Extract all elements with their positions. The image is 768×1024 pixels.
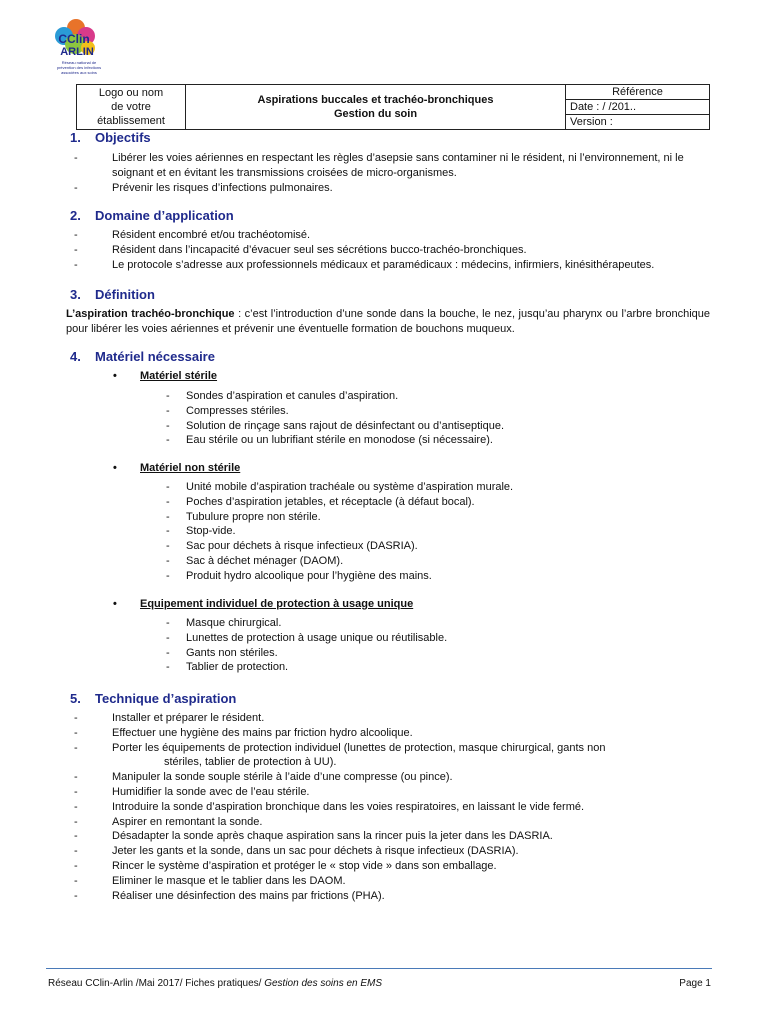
section-title: Domaine d’application [95,208,234,223]
list-item: - Manipuler la sonde souple stérile à l’aide d’une compresse (ou pince). [74,770,674,785]
svg-text:ARLIN: ARLIN [60,46,94,58]
section-title: Matériel nécessaire [95,349,215,364]
definition-text: : c’est l’introduction d’une sonde dans la bouche, le nez, jusqu’au pharynx ou l’arbre bronchique pour libérer les voies aériennes et prévenir une éventuelle formation de bouchons muqueux. [66,308,710,335]
section-heading-materiel [70,349,215,364]
subsection-title: Matériel non stérile [140,462,241,474]
list-item: - Masque chirurgical. [166,616,706,631]
subsection-title: Matériel stérile [140,370,218,382]
list-item: - Aspirer en remontant la sonde. [74,815,674,830]
list-item: - Stop-vide. [166,524,706,539]
logo-placeholder-line: Logo ou nom [98,87,164,99]
document-subtitle: Gestion du soin [333,108,418,120]
list-item: - Eau stérile ou un lubrifiant stérile en monodose (si nécessaire). [166,433,706,448]
footer-divider [46,968,712,969]
definition-term: L’aspiration trachéo-bronchique [66,308,235,320]
document-header-table [76,84,710,130]
section-number: 4. [70,349,81,364]
cclin-arlin-logo [40,14,118,84]
section-heading-definition [70,287,155,302]
list-item: - Désadapter la sonde après chaque aspiration sans la rincer puis la jeter dans les DASRIA. [74,829,674,844]
section-heading-technique [70,691,236,706]
technique-list [74,711,674,903]
list-item: - Prévenir les risques d’infections pulmonaires. [74,181,714,196]
list-item: - Unité mobile d’aspiration trachéale ou système d’aspiration murale. [166,480,706,495]
list-item: - Le protocole s’adresse aux professionnels médicaux et paramédicaux : médecins, infirmiers, kinésithérapeutes. [74,258,714,273]
subsection-equipement-protection [118,598,413,610]
svg-text:CClin: CClin [58,32,90,46]
section-number: 2. [70,208,81,223]
section-title: Technique d’aspiration [95,691,237,706]
section-number: 3. [70,287,81,302]
list-item: - Jeter les gants et la sonde, dans un sac pour déchets à risque infectieux (DASRIA). [74,844,674,859]
list-item: - Résident dans l’incapacité d’évacuer seul ses sécrétions bucco-trachéo-bronchiques. [74,243,714,258]
section-heading-domaine [70,208,234,223]
logo-placeholder-cell [77,85,186,130]
definition-paragraph [66,307,710,336]
materiel-sterile-list [166,389,706,448]
list-item-continuation: stériles, tablier de protection à UU). [164,756,337,769]
list-item: - Effectuer une hygiène des mains par friction hydro alcoolique. [74,726,674,741]
reference-label: Référence [566,85,710,100]
logo-placeholder-line: établissement [97,115,165,127]
list-item: - Eliminer le masque et le tablier dans les DAOM. [74,874,674,889]
svg-text:associées aux soins: associées aux soins [61,70,97,75]
svg-text:Réseau national de: Réseau national de [61,60,97,65]
list-item: - Poches d’aspiration jetables, et réceptacle (à défaut bocal). [166,495,706,510]
page-number: Page 1 [679,978,711,989]
list-item: - Tubulure propre non stérile. [166,510,706,525]
subsection-title: Equipement individuel de protection à usage unique [140,598,414,610]
document-title-cell [186,85,566,130]
footer-source: Réseau CClin-Arlin /Mai 2017/ Fiches pratiques/ [48,978,265,989]
list-item: - Tablier de protection. [166,660,706,675]
domaine-list [74,228,714,272]
objectifs-list [74,151,714,195]
list-item: - Humidifier la sonde avec de l’eau stérile. [74,785,674,800]
document-title: Aspirations buccales et trachéo-bronchiques [257,94,494,106]
version-label: Version : [566,115,710,130]
section-title: Définition [95,287,155,302]
list-item: - Sondes d’aspiration et canules d’aspiration. [166,389,706,404]
list-item: - Compresses stériles. [166,404,706,419]
subsection-materiel-sterile [118,370,217,382]
list-item: - Rincer le système d’aspiration et protéger le « stop vide » dans son emballage. [74,859,674,874]
section-heading-objectifs [70,130,151,145]
list-item: - Installer et préparer le résident. [74,711,674,726]
list-item: - Lunettes de protection à usage unique ou réutilisable. [166,631,706,646]
subsection-materiel-non-sterile [118,462,240,474]
section-title: Objectifs [95,130,151,145]
list-item: - Gants non stériles. [166,646,706,661]
list-item: - Résident encombré et/ou trachéotomisé. [74,228,714,243]
list-item: - Solution de rinçage sans rajout de désinfectant ou d’antiseptique. [166,419,706,434]
svg-text:prévention des infections: prévention des infections [56,65,102,70]
materiel-non-sterile-list [166,480,706,584]
list-item-text: Porter les équipements de protection individuel (lunettes de protection, masque chirurgical, gants non [112,741,606,754]
list-item: - Introduire la sonde d’aspiration bronchique dans les voies respiratoires, en laissant le vide fermé. [74,800,674,815]
list-item: - Sac à déchet ménager (DAOM). [166,554,706,569]
list-item: - Sac pour déchets à risque infectieux (DASRIA). [166,539,706,554]
list-item: - Produit hydro alcoolique pour l’hygiène des mains. [166,569,706,584]
logo-placeholder-line: de votre [111,101,151,113]
equipement-protection-list [166,616,706,675]
footer-collection: Gestion des soins en EMS [264,978,383,989]
date-label: Date : / /201.. [566,100,710,115]
section-number: 1. [70,130,81,145]
list-item: - Réaliser une désinfection des mains par frictions (PHA). [74,889,674,904]
list-item [74,741,674,771]
list-item: - Libérer les voies aériennes en respectant les règles d’asepsie sans contaminer ni le résident, ni l’environnement, ni le soignant et en évitant les transmissions croisées de micro-organismes. [74,151,714,181]
footer-left [48,978,382,989]
section-number: 5. [70,691,81,706]
